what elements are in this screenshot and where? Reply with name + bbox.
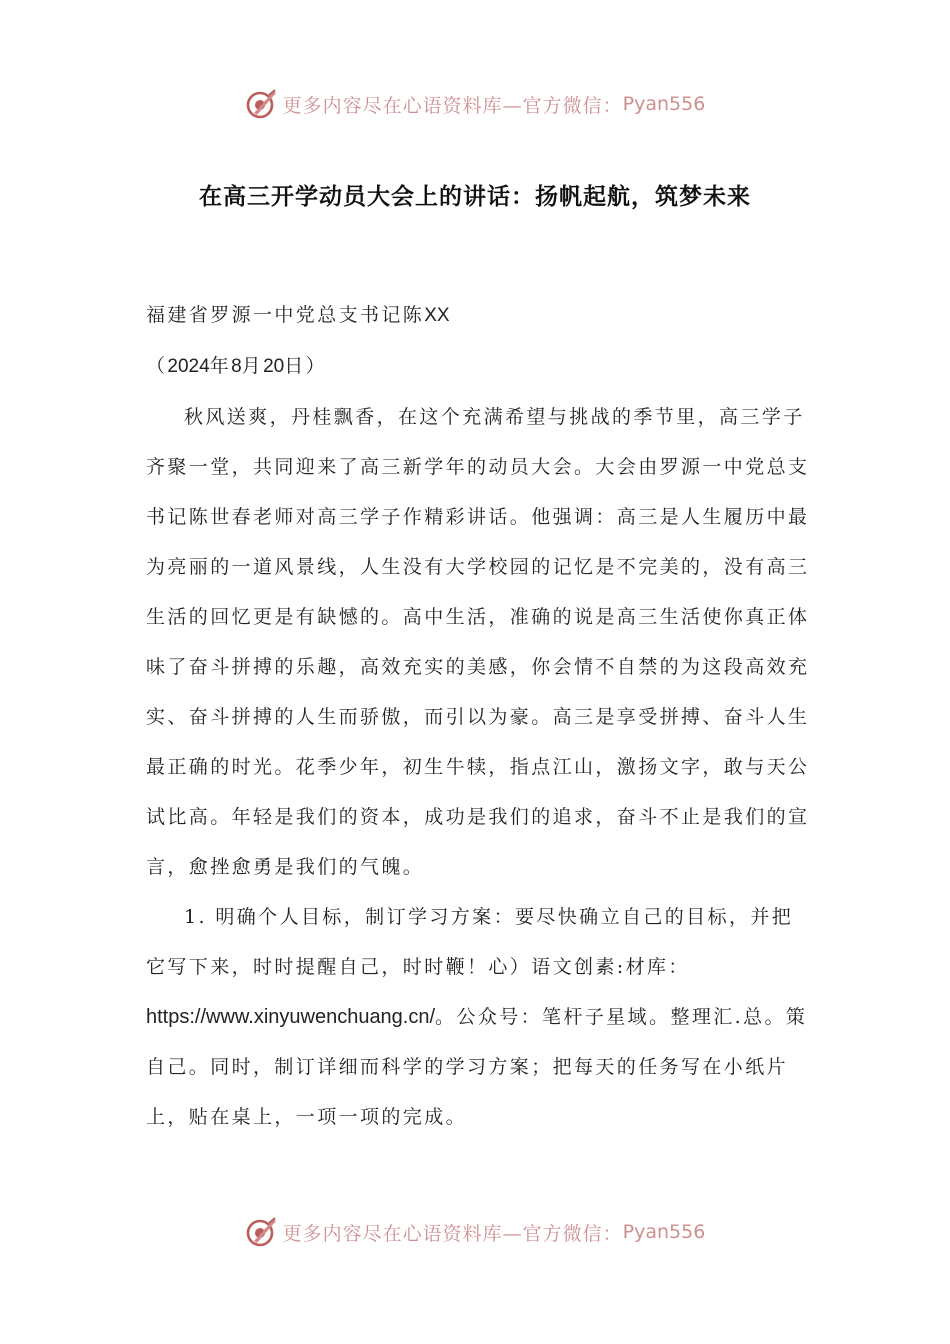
list-item-1-text-b: 。公众号：笔杆子星域。整理汇.总。策自己。同时，制订详细而科学的学习方案；把每天的任务写在小纸片上，贴在桌上，一项一项的完成。 [146,1006,808,1128]
date-month-char: 月 [241,355,264,377]
list-item-1-text-a: 明确个人目标，制订学习方案：要尽快确立自己的目标，并把它写下来，时时提醒自己，时时鞭！心）语文创素:材库： [146,906,794,978]
date-year: 2024 [167,356,210,377]
watermark-text: 更多内容尽在心语资料库—官方微信： [282,1222,623,1245]
source-url-link[interactable]: https://www.xinyuwenchuang.cn/ [146,1006,436,1028]
list-item-1 [146,892,814,1142]
date-day: 20 [263,356,285,377]
watermark-banner-bottom [0,1212,950,1252]
date-close: 日） [284,355,328,377]
date-year-char: 年 [209,355,232,377]
paragraph-intro: 秋风送爽，丹桂飘香，在这个充满希望与挑战的季节里，高三学子齐聚一堂，共同迎来了高三新学年的动员大会。大会由罗源一中党总支书记陈世春老师对高三学子作精彩讲话。他强调：高三是人生履历中最为亮丽的一道风景线，人生没有大学校园的记忆是不完美的，没有高三生活的回忆更是有缺憾的。高中生活，准确的说是高三生活使你真正体味了奋斗拼搏的乐趣，高效充实的美感，你会情不自禁的为这段高效充实、奋斗拼搏的人生而骄傲，而引以为豪。高三是享受拼搏、奋斗人生最正确的时光。花季少年，初生牛犊，指点江山，激扬文字，敢与天公试比高。年轻是我们的资本，成功是我们的追求，奋斗不止是我们的宣言，愈挫愈勇是我们的气魄。 [146,406,810,878]
quill-logo-icon [245,87,279,121]
document-body [146,290,814,1142]
watermark-wechat-id: Pyan556 [622,93,706,115]
date-open-paren: （ [146,355,168,377]
date-line [146,341,814,392]
author-name: 福建省罗源一中党总支书记陈 [146,304,425,326]
quill-logo-icon [245,1215,279,1249]
watermark-banner-top [0,84,950,124]
list-item-1-number: 1. [184,906,207,928]
document-title: 在高三开学动员大会上的讲话：扬帆起航，筑梦未来 [199,183,751,210]
date-month: 8 [231,356,242,377]
author-line [146,290,814,341]
author-suffix: XX [424,305,450,326]
watermark-text: 更多内容尽在心语资料库—官方微信： [282,94,623,117]
watermark-wechat-id: Pyan556 [622,1221,706,1243]
